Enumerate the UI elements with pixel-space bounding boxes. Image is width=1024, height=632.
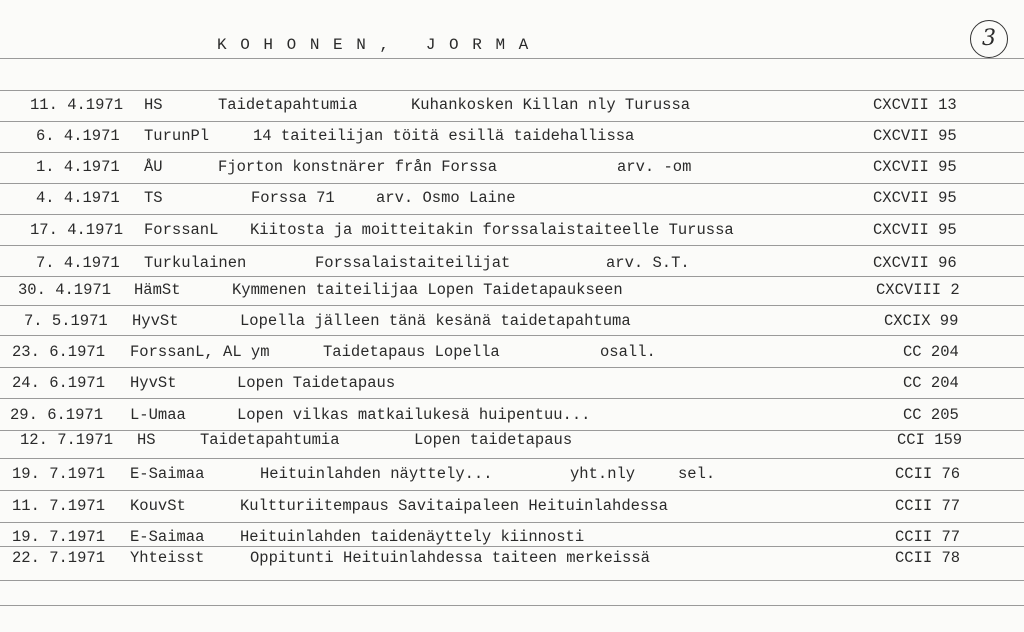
entry-note: Lopen taidetapaus (414, 431, 573, 449)
entry-source: L-Umaa (130, 406, 186, 424)
entry-reference: CXCIX 99 (884, 312, 959, 330)
entry-title: Kiitosta ja moitteitakin forssalaistaiteelle Turussa (250, 221, 734, 239)
entry-date: 19. 7.1971 (12, 528, 106, 546)
entry-date: 7. 4.1971 (36, 254, 120, 272)
entry-source: HämSt (134, 281, 181, 299)
entry-source: TurunPl (144, 127, 210, 145)
card-name-heading: K O H O N E N , J O R M A (217, 36, 531, 54)
ruled-line (0, 580, 1024, 581)
entry-title: 14 taiteilijan töitä esillä taidehallissa (253, 127, 635, 145)
entry-reference: CXCVII 95 (873, 221, 957, 239)
entry-reference: CXCVIII 2 (876, 281, 960, 299)
entry-reference: CCII 78 (895, 549, 961, 567)
entry-source: TS (144, 189, 163, 207)
entry-source: Turkulainen (144, 254, 247, 272)
ruled-line (0, 183, 1024, 184)
entry-title: Forssa 71 (251, 189, 335, 207)
entry-date: 30. 4.1971 (18, 281, 112, 299)
ruled-line (0, 546, 1024, 547)
entry-title: Forssalaistaiteilijat (315, 254, 511, 272)
entry-date: 17. 4.1971 (30, 221, 124, 239)
ruled-line (0, 430, 1024, 431)
ruled-line (0, 152, 1024, 153)
entry-note: Kuhankosken Killan nly Turussa (411, 96, 691, 114)
entry-title: Taidetapaus Lopella (323, 343, 500, 361)
ruled-line (0, 458, 1024, 459)
entry-reference: CC 205 (903, 406, 959, 424)
ruled-line (0, 335, 1024, 336)
entry-reference: CCI 159 (897, 431, 963, 449)
entry-source: HyvSt (130, 374, 177, 392)
entry-date: 7. 5.1971 (24, 312, 108, 330)
entry-reference: CXCVII 13 (873, 96, 957, 114)
ruled-line (0, 245, 1024, 246)
entry-note: sel. (678, 465, 716, 483)
ruled-line (0, 121, 1024, 122)
ruled-line (0, 305, 1024, 306)
entry-date: 12. 7.1971 (20, 431, 114, 449)
entry-source: E-Saimaa (130, 465, 205, 483)
entry-date: 23. 6.1971 (12, 343, 106, 361)
entry-reference: CXCVII 95 (873, 127, 957, 145)
entry-date: 4. 4.1971 (36, 189, 120, 207)
entry-source: ÅU (144, 158, 163, 176)
entry-title: Heituinlahden taidenäyttely kiinnosti (240, 528, 585, 546)
entry-title: Lopen vilkas matkailukesä huipentuu... (237, 406, 591, 424)
ruled-line (0, 58, 1024, 59)
entry-source: ForssanL (144, 221, 219, 239)
ruled-line (0, 522, 1024, 523)
ruled-line (0, 490, 1024, 491)
entry-date: 19. 7.1971 (12, 465, 106, 483)
entry-source: E-Saimaa (130, 528, 205, 546)
entry-date: 22. 7.1971 (12, 549, 106, 567)
entry-note: osall. (600, 343, 656, 361)
entry-source: Yhteisst (130, 549, 205, 567)
circled-card-number: 3 (970, 20, 1008, 58)
ruled-line (0, 367, 1024, 368)
entry-date: 1. 4.1971 (36, 158, 120, 176)
entry-title: Kymmenen taiteilijaa Lopen Taidetapaukseen (232, 281, 623, 299)
entry-date: 29. 6.1971 (10, 406, 104, 424)
entry-title: Fjorton konstnärer från Forssa (218, 158, 498, 176)
entry-reference: CXCVII 95 (873, 158, 957, 176)
ruled-line (0, 398, 1024, 399)
entry-title: Heituinlahden näyttely... (260, 465, 493, 483)
entry-title: Kultturiitempaus Savitaipaleen Heituinlahdessa (240, 497, 668, 515)
entry-reference: CCII 76 (895, 465, 961, 483)
entry-title: Lopen Taidetapaus (237, 374, 396, 392)
ruled-line (0, 276, 1024, 277)
entry-reference: CXCVII 95 (873, 189, 957, 207)
entry-source: HS (144, 96, 163, 114)
entry-source: HS (137, 431, 156, 449)
entry-note: arv. -om (617, 158, 692, 176)
entry-reference: CCII 77 (895, 497, 961, 515)
entry-source: KouvSt (130, 497, 186, 515)
ruled-line (0, 214, 1024, 215)
entry-reference: CCII 77 (895, 528, 961, 546)
entry-date: 11. 7.1971 (12, 497, 106, 515)
entry-reference: CC 204 (903, 374, 959, 392)
entry-source: ForssanL, AL ym (130, 343, 270, 361)
ruled-line (0, 605, 1024, 606)
entry-title: Taidetapahtumia (200, 431, 340, 449)
ruled-line (0, 90, 1024, 91)
entry-reference: CXCVII 96 (873, 254, 957, 272)
entry-note: arv. Osmo Laine (376, 189, 516, 207)
entry-source: HyvSt (132, 312, 179, 330)
entry-reference: CC 204 (903, 343, 959, 361)
entry-date: 24. 6.1971 (12, 374, 106, 392)
entry-title: Oppitunti Heituinlahdessa taiteen merkeissä (250, 549, 650, 567)
entry-date: 6. 4.1971 (36, 127, 120, 145)
entry-note: arv. S.T. (606, 254, 690, 272)
entry-title: Lopella jälleen tänä kesänä taidetapahtuma (240, 312, 631, 330)
entry-title: Taidetapahtumia (218, 96, 358, 114)
entry-note: yht.nly (570, 465, 636, 483)
entry-date: 11. 4.1971 (30, 96, 124, 114)
